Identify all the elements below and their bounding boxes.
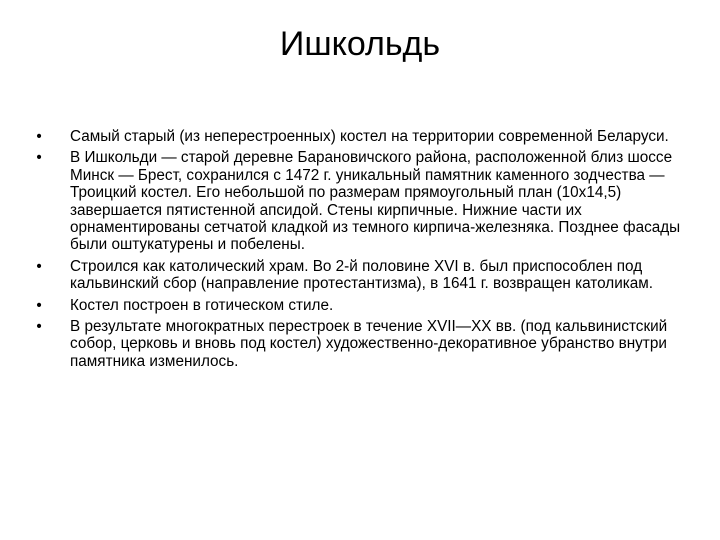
bullet-text: Костел построен в готическом стиле.: [70, 296, 334, 314]
list-item: [32, 297, 682, 314]
bullet-list: [32, 128, 682, 374]
list-item: [32, 258, 682, 293]
bullet-text: В Ишкольди — старой деревне Барановичского района, расположенной близ шоссе Минск — Брест, сохранился с 1472 г. уникальный памятник каменного зодчества — Троицкий костел. Его небольшой по размерам прямоугольный план (10х14,5) завершается пятистенной апсидой. Стены кирпичные. Нижние части их орнаментированы сетчатой кладкой из темного кирпича-железняка. Позднее фасады были оштукатурены и побелены.: [70, 149, 681, 254]
bullet-icon: •: [36, 149, 42, 167]
bullet-icon: •: [36, 296, 42, 314]
bullet-icon: •: [36, 128, 42, 145]
bullet-text: В результате многократных перестроек в течение XVII—XX вв. (под кальвинистский собор, церковь и вновь под костел) художественно-декоративное убранство внутри памятника изменилось.: [70, 318, 668, 370]
bullet-text: Самый старый (из неперестроенных) костел на территории современной Беларуси.: [70, 128, 669, 145]
list-item: [32, 318, 682, 370]
list-item: [32, 128, 682, 145]
slide-title: Ишкольдь: [279, 25, 441, 63]
bullet-icon: •: [36, 257, 42, 275]
bullet-icon: •: [36, 318, 42, 336]
bullet-text: Строился как католический храм. Во 2-й половине XVI в. был приспособлен под кальвинский сбор (направление протестантизма), в 1641 г. возвращен католикам.: [70, 257, 654, 293]
list-item: [32, 149, 682, 253]
